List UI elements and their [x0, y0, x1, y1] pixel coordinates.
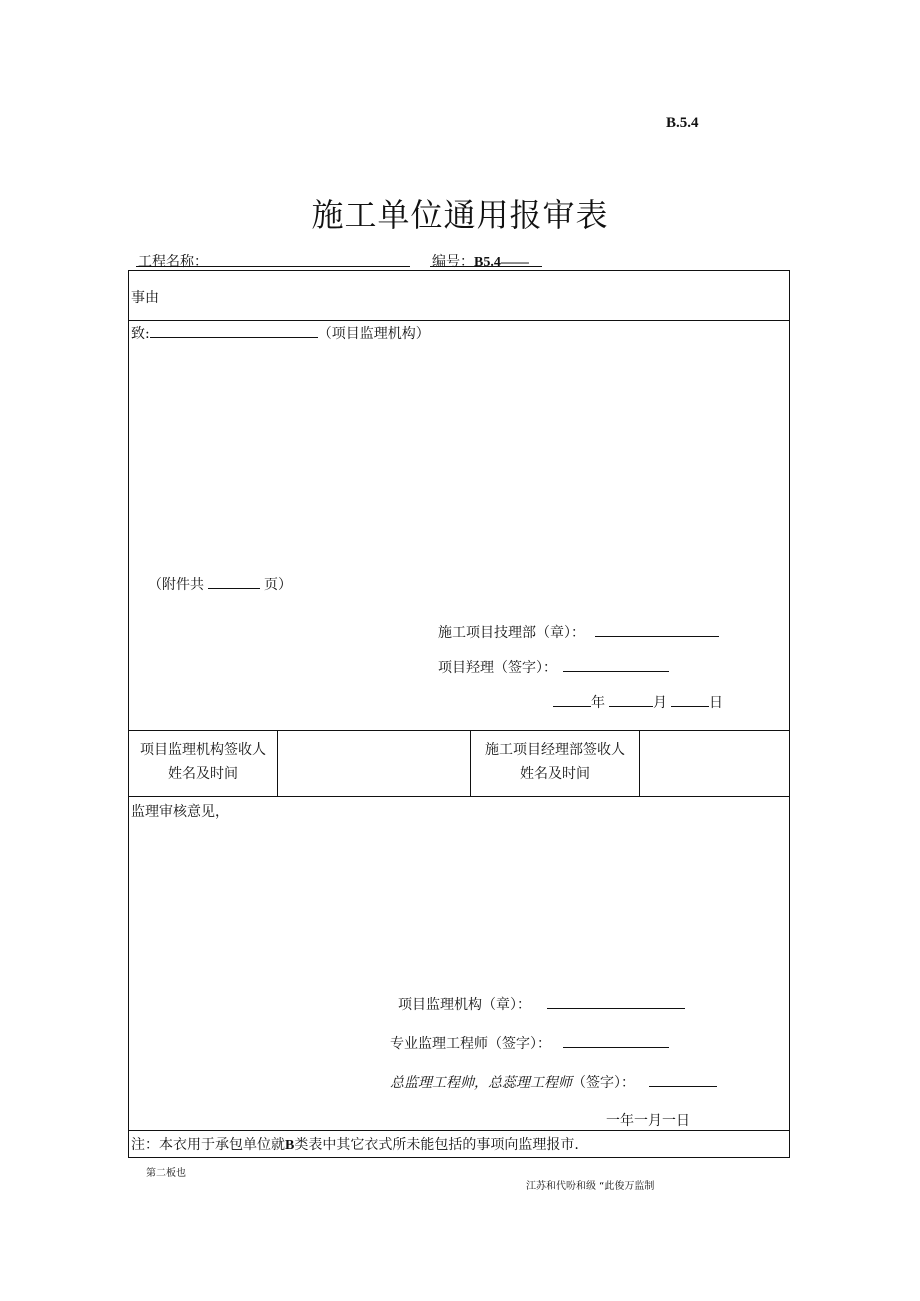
- note-bold: B: [285, 1138, 295, 1153]
- note-line: [131, 1134, 579, 1154]
- supervision-receiver-line1: 项目监理机构签收人: [140, 742, 266, 758]
- report-day-field[interactable]: [671, 692, 709, 707]
- serial-number: [432, 251, 529, 271]
- report-day-label: 日: [709, 695, 723, 711]
- review-date: 一年一月一日: [606, 1113, 690, 1129]
- construction-receiver-line1: 施工项目经理部签收人: [485, 742, 625, 758]
- footer-left: 第二板也: [146, 1168, 186, 1179]
- report-month-label: 月: [653, 695, 667, 711]
- supervision-receiver-field[interactable]: [278, 731, 470, 796]
- chief-sign-label-tail: （签字）：: [572, 1075, 635, 1091]
- row-divider-review: [128, 1130, 790, 1131]
- review-opinion-label: 监理审核意见，: [131, 804, 229, 820]
- chief-sign-field[interactable]: [649, 1072, 717, 1087]
- to-line: [131, 323, 430, 343]
- note-prefix: 注：本衣用于承包单位就: [131, 1137, 285, 1153]
- report-year-field[interactable]: [553, 692, 591, 707]
- construction-receiver-field[interactable]: [640, 731, 789, 796]
- matter-label: 事由: [131, 290, 159, 306]
- serial-underline: [430, 266, 542, 267]
- attachment-suffix: 页）: [264, 577, 292, 593]
- attachment-line: [148, 574, 292, 594]
- engineer-sign-field[interactable]: [563, 1033, 669, 1048]
- supervision-seal-field[interactable]: [547, 994, 685, 1009]
- supervision-org-field[interactable]: [150, 323, 318, 338]
- construction-receiver-line2: 姓名及时间: [520, 766, 590, 782]
- project-name-label: 工程名称：: [138, 254, 208, 270]
- serial-label: 编号：: [432, 254, 474, 270]
- note-suffix: 类表中其它衣式所未能包括的事项向监理报市.: [294, 1137, 579, 1153]
- attachment-pages-field[interactable]: [208, 574, 260, 589]
- chief-sign-label: 总监理工程帅，总蕊理工程师: [390, 1075, 572, 1091]
- dept-seal-field[interactable]: [595, 622, 719, 637]
- footer-right: 江苏和代吩和级 “此俊万监制: [526, 1181, 655, 1192]
- manager-sign-label: 项目羟理（签字）：: [438, 660, 557, 676]
- page-title: 施工单位通用报审表: [311, 196, 609, 234]
- project-label-underline: [136, 266, 206, 267]
- dept-seal-label: 施工项目技理部（章）：: [438, 625, 585, 641]
- project-name-field[interactable]: [204, 266, 410, 267]
- supervision-receiver-line2: 姓名及时间: [168, 766, 238, 782]
- supervision-seal-label: 项目监理机构（章）：: [398, 997, 531, 1013]
- form-code: B.5.4: [666, 115, 699, 131]
- row-divider-receipt: [128, 796, 790, 797]
- construction-receiver-header: [471, 738, 639, 786]
- attachment-prefix: （附件共: [148, 577, 204, 593]
- engineer-sign-label: 专业监理工程师（签字）：: [390, 1036, 551, 1052]
- row-divider-matter: [128, 320, 790, 321]
- dept-seal-line: [438, 622, 719, 642]
- supervision-seal-line: [398, 994, 685, 1014]
- engineer-sign-line: [390, 1033, 669, 1053]
- serial-value: B5.4——: [474, 255, 529, 270]
- report-year-label: 年: [591, 695, 605, 711]
- manager-sign-field[interactable]: [563, 657, 669, 672]
- supervision-receiver-header: [129, 738, 277, 786]
- report-date-line: [553, 692, 723, 712]
- chief-sign-line: [390, 1072, 717, 1092]
- to-label: 致:: [131, 326, 150, 342]
- report-month-field[interactable]: [609, 692, 653, 707]
- to-suffix: （项目监理机构）: [317, 326, 430, 342]
- form-table: [128, 270, 790, 1158]
- manager-sign-line: [438, 657, 669, 677]
